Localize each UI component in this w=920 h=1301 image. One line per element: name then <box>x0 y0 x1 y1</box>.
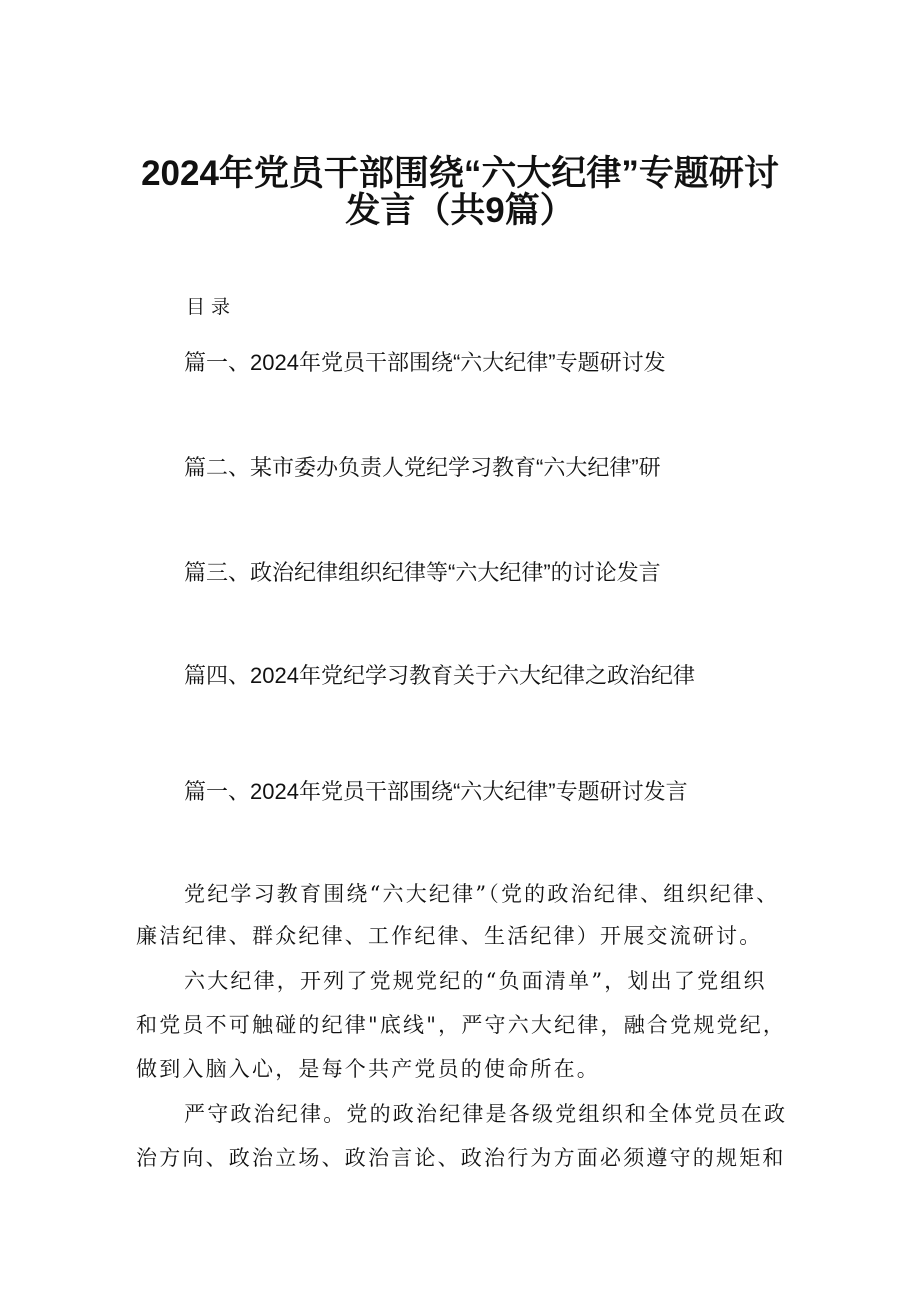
document-title-line-2: 发言（共9篇） <box>345 191 575 230</box>
toc-item[interactable]: 篇四、2024年党纪学习教育关于六大纪律之政治纪律 <box>184 663 695 688</box>
body-text-line: 六大纪律，开列了党规党纪的“负面清单”，划出了党组织 <box>184 969 767 993</box>
body-text-line: 和党员不可触碰的纪律"底线"，严守六大纪律，融合党规党纪， <box>136 1013 787 1037</box>
body-text-line: 廉洁纪律、群众纪律、工作纪律、生活纪律）开展交流研讨。 <box>136 924 763 948</box>
document-title-line-1: 2024年党员干部围绕“六大纪律”专题研讨 <box>141 154 779 193</box>
body-text-line: 严守政治纪律。党的政治纪律是各级党组织和全体党员在政 <box>184 1102 788 1126</box>
toc-item[interactable]: 篇一、2024年党员干部围绕“六大纪律”专题研讨发 <box>184 350 666 375</box>
body-text-line: 党纪学习教育围绕“六大纪律”（党的政治纪律、组织纪律、 <box>184 882 780 906</box>
section-heading: 篇一、2024年党员干部围绕“六大纪律”专题研讨发言 <box>184 779 688 804</box>
toc-item[interactable]: 篇二、某市委办负责人党纪学习教育“六大纪律”研 <box>184 455 661 480</box>
toc-item[interactable]: 篇三、政治纪律组织纪律等“六大纪律”的讨论发言 <box>184 560 661 585</box>
body-text-line: 治方向、政治立场、政治言论、政治行为方面必须遵守的规矩和 <box>136 1146 786 1170</box>
body-text-line: 做到入脑入心，是每个共产党员的使命所在。 <box>136 1057 600 1081</box>
toc-heading: 目录 <box>186 296 237 318</box>
